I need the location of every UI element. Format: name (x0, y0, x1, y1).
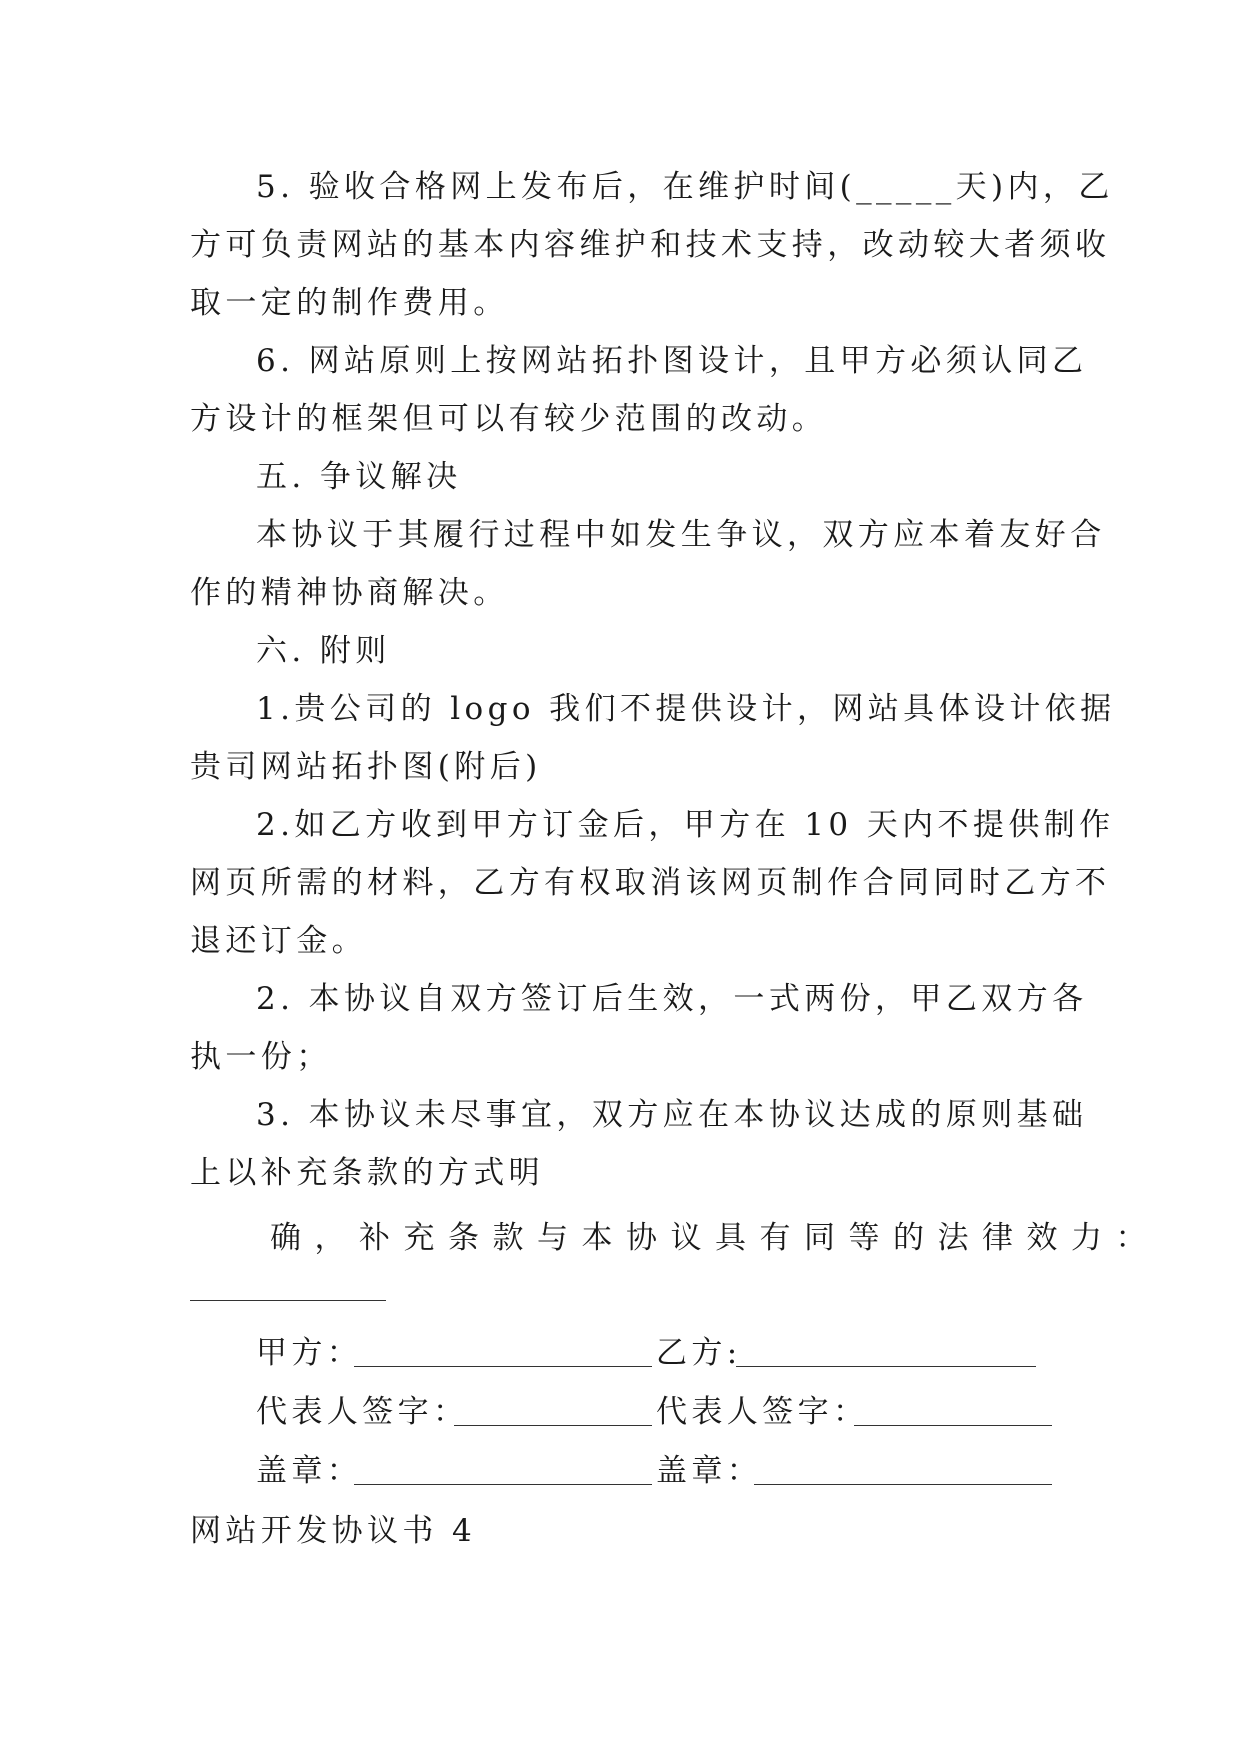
appendix-2a-line-3: 退还订金。 (190, 923, 367, 959)
party-a-label: 甲方： (256, 1335, 363, 1371)
section-5-body-line-1: 本协议于其履行过程中如发生争议，双方应本着友好合 (256, 517, 1106, 553)
appendix-2b-line-1: 2. 本协议自双方签订后生效，一式两份，甲乙双方各 (256, 981, 1088, 1017)
section-5-body-line-2: 作的精神协商解决。 (190, 575, 509, 611)
appendix-2a-line-2: 网页所需的材料，乙方有权取消该网页制作合同同时乙方不 (190, 865, 1111, 901)
appendix-2b-line-2: 执一份； (190, 1039, 332, 1075)
appendix-3-line-1: 3. 本协议未尽事宜，双方应在本协议达成的原则基础 (256, 1097, 1088, 1133)
blank-rule (190, 1300, 386, 1301)
seal-a-field[interactable] (354, 1484, 652, 1485)
clause-6-line-1: 6. 网站原则上按网站拓扑图设计，且甲方必须认同乙 (256, 343, 1088, 379)
rep-b-field[interactable] (854, 1425, 1052, 1426)
section-6-heading: 六. 附则 (256, 633, 391, 669)
clause-5-line-2: 方可负责网站的基本内容维护和技术支持，改动较大者须收 (190, 227, 1111, 263)
appendix-3-line-2: 上以补充条款的方式明 (190, 1155, 544, 1191)
rep-b-label: 代表人签字： (656, 1394, 869, 1430)
next-document-title: 网站开发协议书 4 (190, 1513, 477, 1549)
appendix-3-line-3: 确，补充条款与本协议具有同等的法律效力： (270, 1220, 1160, 1256)
clause-5-line-1: 5. 验收合格网上发布后，在维护时间(_____天)内，乙 (256, 169, 1114, 205)
section-5-heading: 五. 争议解决 (256, 459, 462, 495)
party-b-field[interactable] (736, 1366, 1036, 1367)
clause-5-line-3: 取一定的制作费用。 (190, 285, 509, 321)
clause-6-line-2: 方设计的框架但可以有较少范围的改动。 (190, 401, 828, 437)
rep-a-field[interactable] (454, 1425, 652, 1426)
seal-b-label: 盖章： (656, 1453, 763, 1489)
signature-row-representative (256, 1392, 1056, 1432)
appendix-1-line-2: 贵司网站拓扑图(附后) (190, 749, 542, 785)
party-b-label: 乙方: (656, 1335, 742, 1371)
seal-b-field[interactable] (754, 1484, 1052, 1485)
signature-row-party (256, 1333, 1056, 1373)
appendix-1-line-1: 1.贵公司的 logo 我们不提供设计，网站具体设计依据 (256, 691, 1116, 727)
signature-row-seal (256, 1451, 1056, 1491)
appendix-2a-line-1: 2.如乙方收到甲方订金后，甲方在 10 天内不提供制作 (256, 807, 1115, 843)
seal-a-label: 盖章： (256, 1453, 363, 1489)
party-a-field[interactable] (354, 1366, 652, 1367)
rep-a-label: 代表人签字： (256, 1394, 469, 1430)
